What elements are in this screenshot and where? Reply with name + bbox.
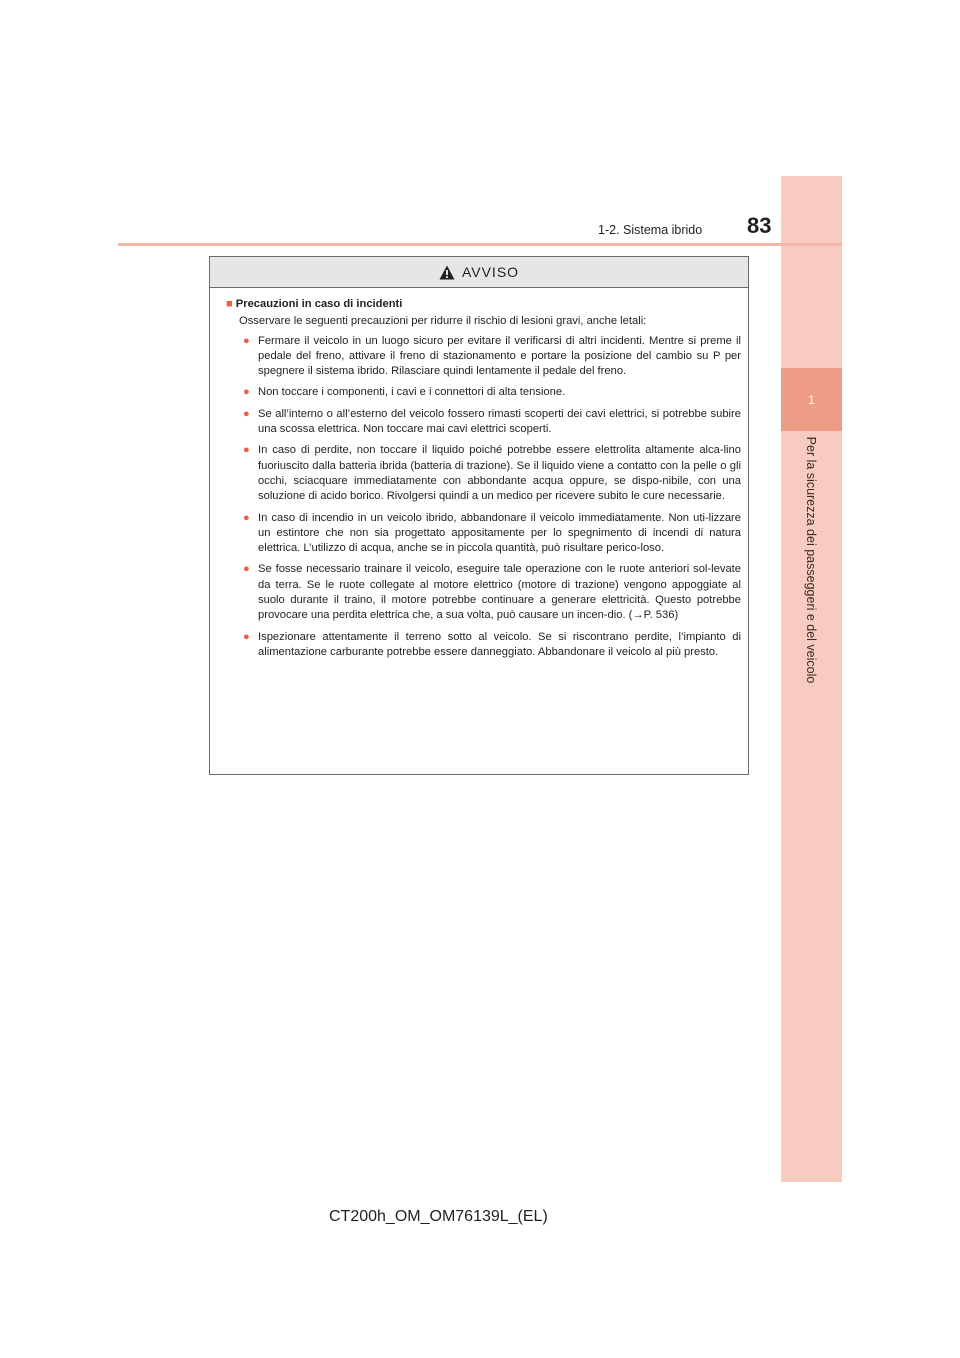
circle-bullet-icon: ● <box>243 386 250 399</box>
circle-bullet-icon: ● <box>243 563 250 576</box>
warning-subtitle <box>226 297 741 312</box>
warning-item-text: Ispezionare attentamente il terreno sotto al veicolo. Se si riscontrano perdite, l’impianto di alimentazione carburante potrebbe essere danneggiato. Abbandonare il veicolo al più presto. <box>258 630 741 658</box>
warning-item <box>226 511 741 557</box>
section-title: 1-2. Sistema ibrido <box>598 223 703 237</box>
circle-bullet-icon: ● <box>243 630 250 643</box>
warning-title: AVVISO <box>461 264 520 280</box>
warning-subtitle-text: Precauzioni in caso di incidenti <box>235 298 403 310</box>
document-code: CT200h_OM_OM76139L_(EL) <box>329 1208 548 1225</box>
header-rule <box>118 243 842 246</box>
square-bullet-icon: ■ <box>226 298 233 310</box>
circle-bullet-icon: ● <box>243 444 250 457</box>
warning-header <box>210 257 748 288</box>
warning-item-text: Non toccare i componenti, i cavi e i connettori di alta tensione. <box>258 386 566 399</box>
circle-bullet-icon: ● <box>243 511 250 524</box>
page-number: 83 <box>747 213 772 238</box>
warning-item <box>226 385 741 400</box>
warning-item-text: Fermare il veicolo in un luogo sicuro per evitare il verificarsi di altri incidenti. Mentre si preme il pedale del freno, attivare il freno di stazionamento e portare la posizione del cambio su P per spegnere il sistema ibrido. Rilasciare quindi lentamente il pedale del freno. <box>258 334 741 378</box>
circle-bullet-icon: ● <box>243 334 250 347</box>
warning-box <box>209 256 749 775</box>
warning-item-text: Se all’interno o all’esterno del veicolo fossero rimasti scoperti dei cavi elettrici, si potrebbe subire una scossa elettrica. Non toccare mai cavi elettrici scoperti. <box>258 407 741 436</box>
warning-item <box>226 443 741 504</box>
warning-item-text: In caso di perdite, non toccare il liquido poiché potrebbe essere elettrolita altamente alca-lino fuoriuscito dalla batteria ibrida (batteria di trazione). Se il liquido viene a contatto con la pelle o gli occhi, sciacquare immediatamente con abbondante acqua oppure, se dispo-nibile, con una soluzione di acido borico. Rivolgersi quindi a un medico per ricevere subito le cure necessarie. <box>258 444 741 503</box>
circle-bullet-icon: ● <box>243 407 250 420</box>
chapter-number: 1 <box>808 392 815 407</box>
warning-item-text: Se fosse necessario trainare il veicolo, eseguire tale operazione con le ruote anteriori sol-levate da terra. Se le ruote collegate al motore elettrico (motore di trazione) vengono appoggiate al suolo durante il traino, il motore potrebbe continuare a generare elettricità. Questo potrebbe provocare una perdita elettrica che, a sua volta, può causare un incen-dio. (→P. 536) <box>258 563 741 622</box>
warning-item <box>226 407 741 438</box>
warning-triangle-icon <box>439 265 455 280</box>
warning-item <box>226 334 741 380</box>
chapter-title: Per la sicurezza dei passeggeri e del veicolo <box>804 436 818 684</box>
warning-body <box>210 288 748 660</box>
warning-item-text: In caso di incendio in un veicolo ibrido, abbandonare il veicolo immediatamente. Non uti-lizzare un estintore che non sia progettato appositamente per lo spegnimento di incendi di natura elettrica. L’utilizzo di acqua, anche se in piccola quantità, può risultare perico-loso. <box>258 511 741 555</box>
warning-intro: Osservare le seguenti precauzioni per ridurre il rischio di lesioni gravi, anche letali: <box>239 315 647 328</box>
warning-item <box>226 630 741 661</box>
warning-item <box>226 562 741 623</box>
